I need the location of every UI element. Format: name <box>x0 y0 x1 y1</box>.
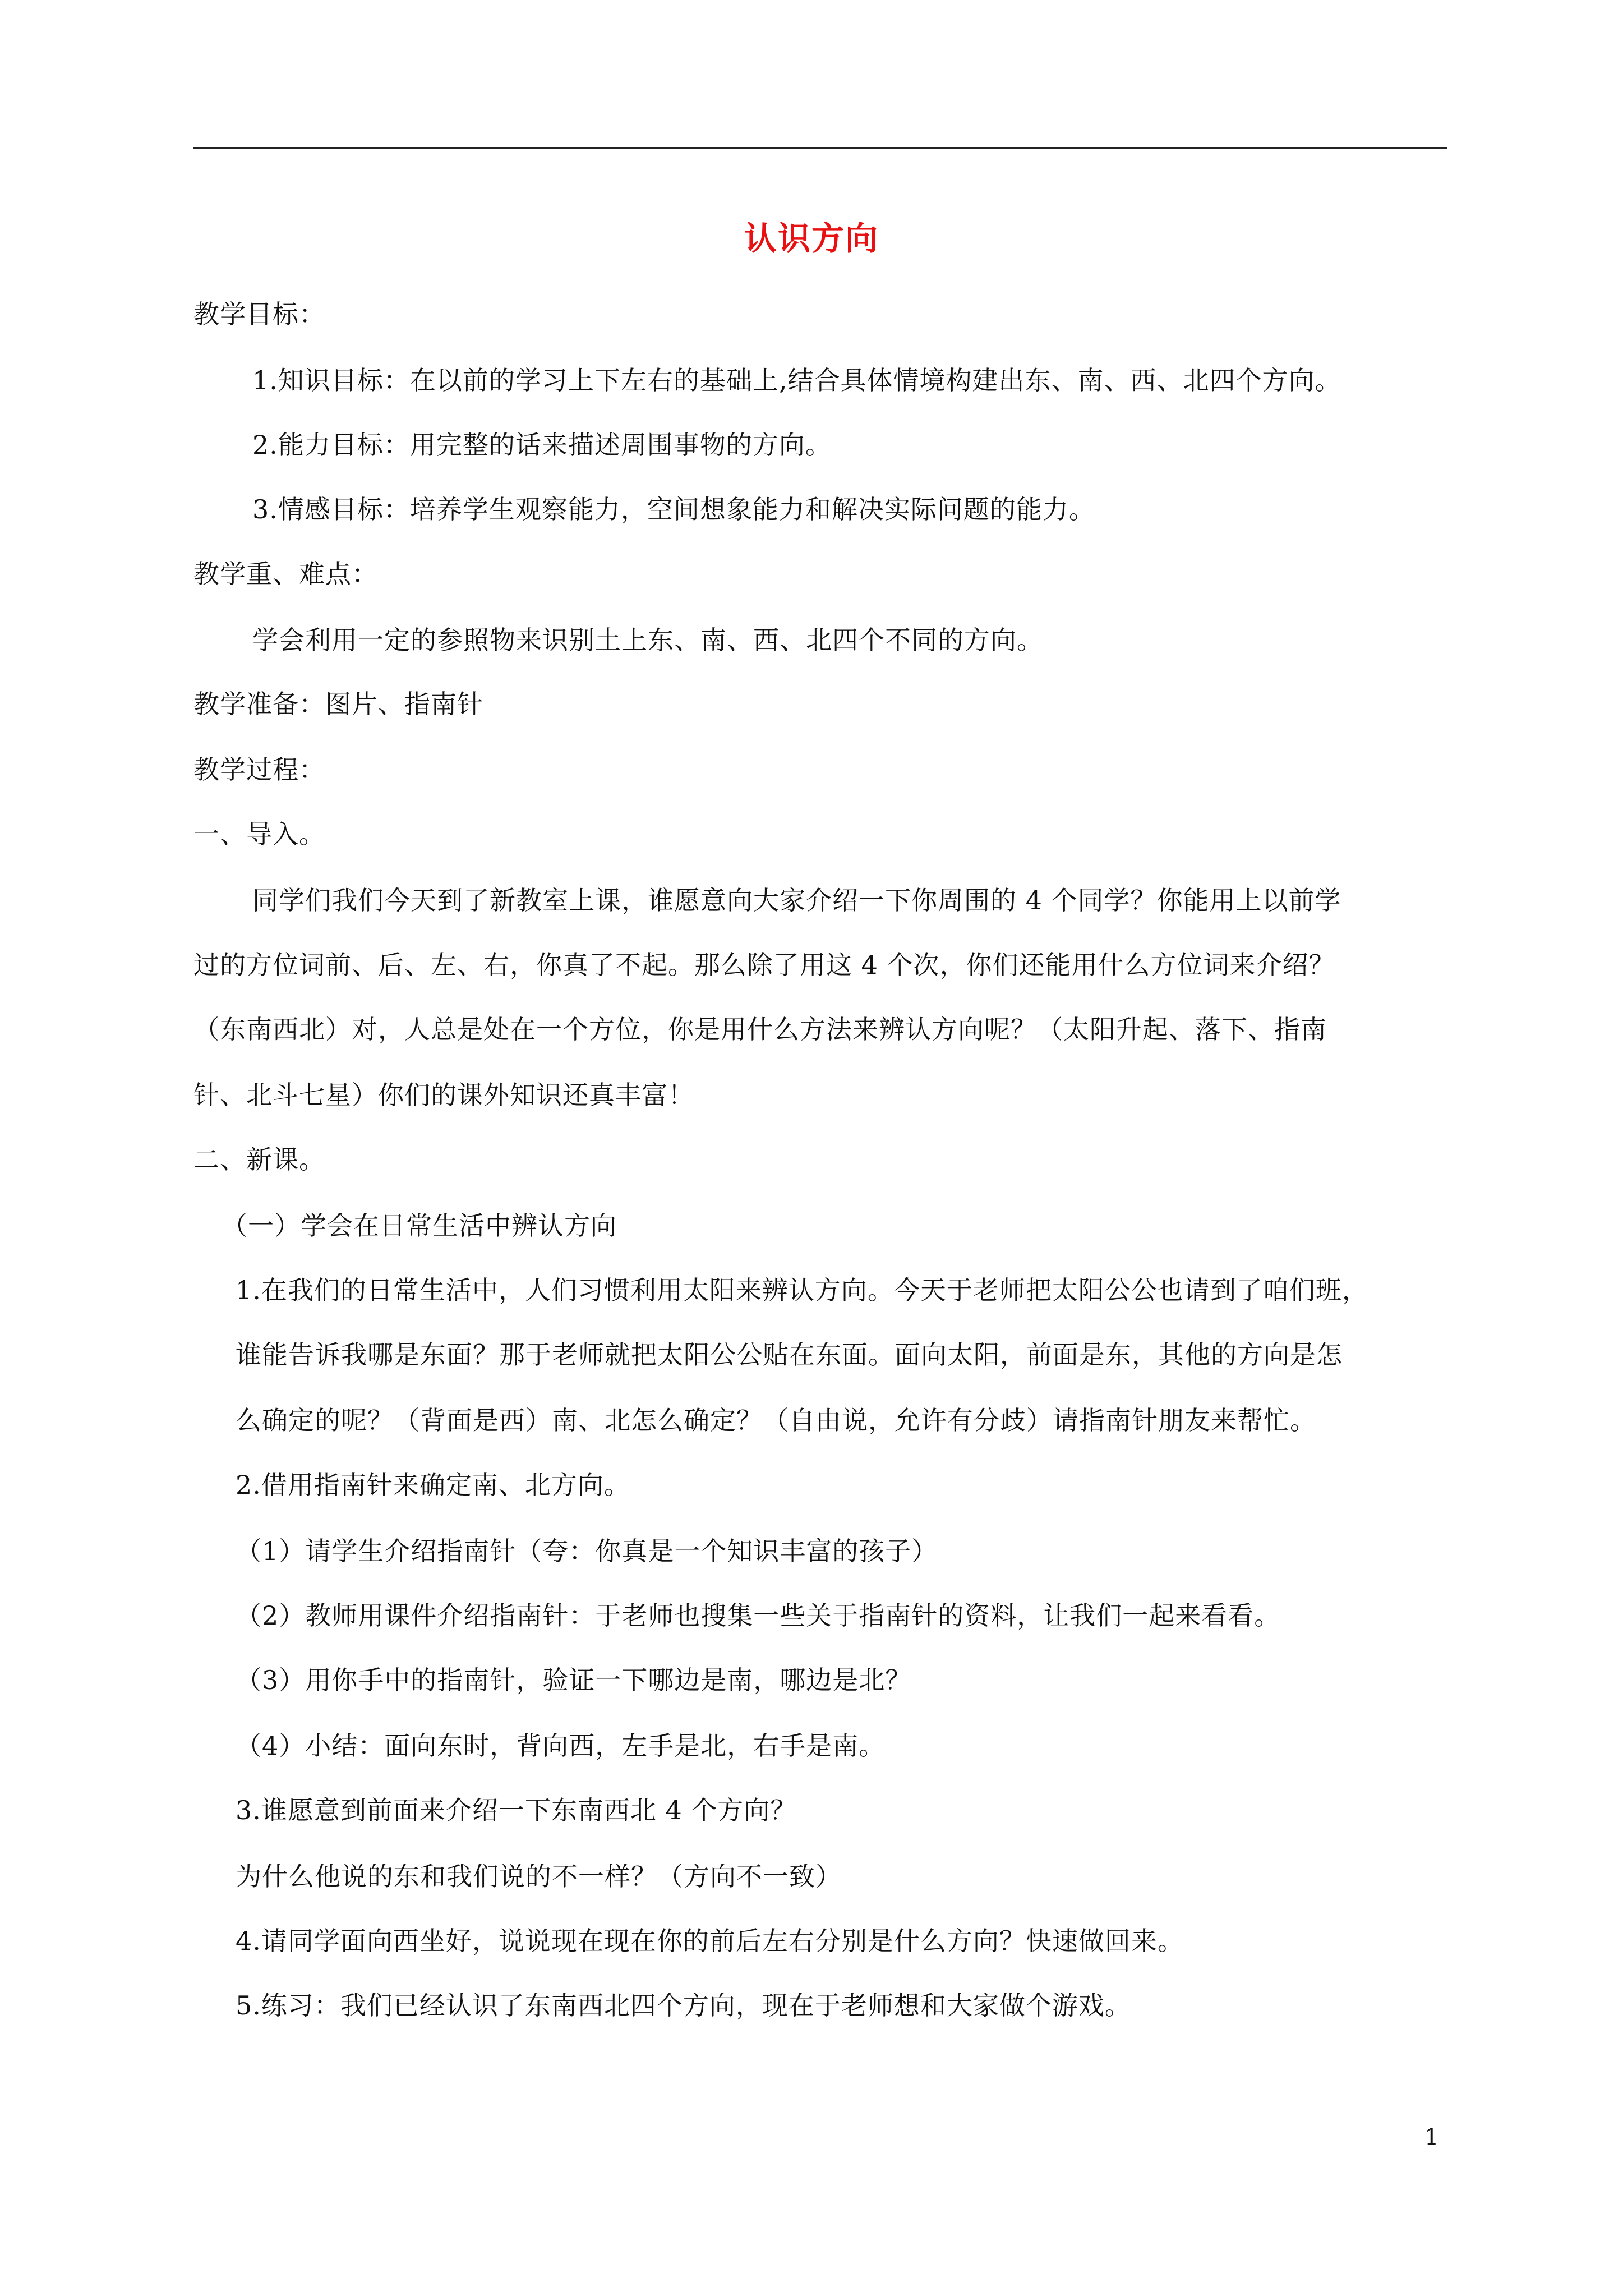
intro-paragraph-line: 过的方位词前、后、左、右，你真了不起。那么除了用这 4 个次，你们还能用什么方位词来介绍？ <box>193 950 1335 980</box>
page-number: 1 <box>1424 2124 1439 2150</box>
lesson-substep: （4）小结：面向东时，背向西，左手是北，右手是南。 <box>236 1731 886 1761</box>
lesson-paragraph-line: 谁能告诉我哪是东面？那于老师就把太阳公公贴在东面。面向太阳，前面是东，其他的方向是怎 <box>236 1340 1343 1370</box>
subsection-heading: （一）学会在日常生活中辨认方向 <box>222 1211 617 1241</box>
lesson-step: 2.借用指南针来确定南、北方向。 <box>236 1470 630 1500</box>
intro-paragraph-line: （东南西北）对，人总是处在一个方位，你是用什么方法来辨认方向呢？（太阳升起、落下、指南 <box>193 1014 1327 1045</box>
lesson-step: 5.练习：我们已经认识了东南西北四个方向，现在于老师想和大家做个游戏。 <box>236 1990 1131 2021</box>
section-heading-preparation: 教学准备：图片、指南针 <box>193 689 483 719</box>
lesson-step: 4.请同学面向西坐好，说说现在现在你的前后左右分别是什么方向？快速做回来。 <box>236 1926 1184 1956</box>
section-heading-key-points: 教学重、难点： <box>193 559 378 589</box>
intro-paragraph-line: 针、北斗七星）你们的课外知识还真丰富！ <box>193 1080 694 1110</box>
section-heading-objectives: 教学目标： <box>193 299 325 329</box>
lesson-substep: （3）用你手中的指南针，验证一下哪边是南，哪边是北？ <box>236 1665 912 1695</box>
document-title: 认识方向 <box>744 219 879 257</box>
objective-ability: 2.能力目标：用完整的话来描述周围事物的方向。 <box>252 430 832 460</box>
objective-emotion: 3.情感目标：培养学生观察能力，空间想象能力和解决实际问题的能力。 <box>252 494 1095 524</box>
lesson-substep: （2）教师用课件介绍指南针：于老师也搜集一些关于指南针的资料，让我们一起来看看。 <box>236 1600 1281 1631</box>
section-heading-intro: 一、导入。 <box>193 819 325 849</box>
lesson-substep: （1）请学生介绍指南针（夸：你真是一个知识丰富的孩子） <box>236 1536 938 1566</box>
section-heading-new-lesson: 二、新课。 <box>193 1144 325 1175</box>
intro-paragraph-line: 同学们我们今天到了新教室上课，谁愿意向大家介绍一下你周围的 4 个同学？你能用上以前学 <box>252 885 1341 915</box>
lesson-step: 3.谁愿意到前面来介绍一下东南西北 4 个方向？ <box>236 1795 797 1825</box>
lesson-paragraph-line: 么确定的呢？（背面是西）南、北怎么确定？（自由说，允许有分歧）请指南针朋友来帮忙。 <box>236 1405 1316 1435</box>
objective-knowledge: 1.知识目标：在以前的学习上下左右的基础上,结合具体情境构建出东、南、西、北四个方向。 <box>252 365 1341 395</box>
lesson-step-note: 为什么他说的东和我们说的不一样？（方向不一致） <box>236 1861 842 1892</box>
header-rule <box>193 147 1447 149</box>
key-points-text: 学会利用一定的参照物来识别土上东、南、西、北四个不同的方向。 <box>252 625 1043 655</box>
section-heading-process: 教学过程： <box>193 754 325 785</box>
lesson-paragraph-line: 1.在我们的日常生活中，人们习惯利用太阳来辨认方向。今天于老师把太阳公公也请到了咱们班， <box>236 1275 1368 1305</box>
